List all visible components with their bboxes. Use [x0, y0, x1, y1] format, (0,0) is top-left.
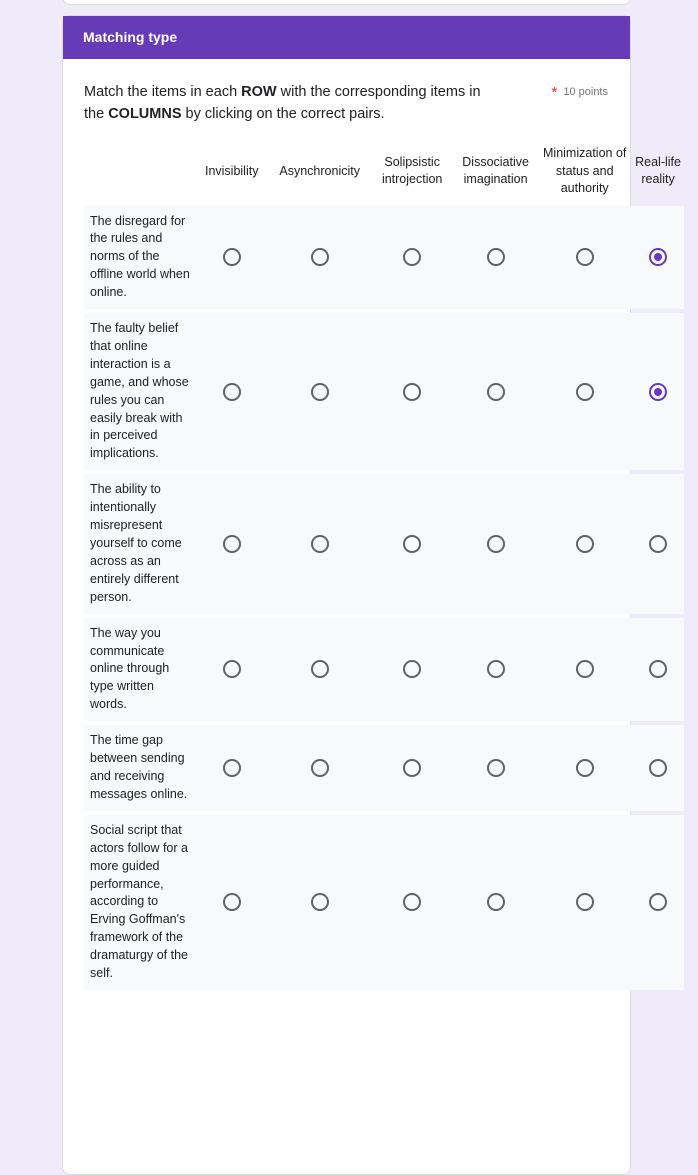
row-label: The ability to intentionally misrepresent yourself to come across as an entirely different person.	[84, 474, 195, 613]
required-asterisk: *	[551, 84, 558, 101]
grid-container	[84, 141, 681, 994]
grid-cell	[195, 815, 269, 990]
grid-cell	[370, 618, 453, 722]
radio-button[interactable]	[576, 383, 594, 401]
radio-button[interactable]	[403, 660, 421, 678]
row-emphasis: ROW	[241, 84, 277, 100]
grid-cell	[537, 313, 632, 470]
grid-cell	[537, 474, 632, 613]
grid-cell	[632, 313, 684, 470]
grid-body	[84, 206, 684, 990]
table-row	[84, 618, 684, 722]
grid-cell	[195, 313, 269, 470]
columns-emphasis: COLUMNS	[108, 106, 182, 122]
table-row	[84, 313, 684, 470]
radio-button[interactable]	[223, 660, 241, 678]
radio-button[interactable]	[311, 383, 329, 401]
grid-cell	[632, 206, 684, 310]
radio-button[interactable]	[649, 383, 667, 401]
radio-button[interactable]	[403, 248, 421, 266]
grid-cell	[454, 815, 537, 990]
grid-cell	[370, 725, 453, 811]
grid-cell	[537, 815, 632, 990]
grid-cell	[537, 206, 632, 310]
radio-button[interactable]	[576, 759, 594, 777]
radio-button[interactable]	[487, 660, 505, 678]
table-row	[84, 725, 684, 811]
radio-button[interactable]	[649, 893, 667, 911]
radio-button[interactable]	[403, 893, 421, 911]
radio-button[interactable]	[311, 893, 329, 911]
table-row	[84, 474, 684, 613]
radio-button[interactable]	[487, 535, 505, 553]
question-grid	[63, 59, 681, 994]
radio-button[interactable]	[487, 893, 505, 911]
row-label: The disregard for the rules and norms of the offline world when online.	[84, 206, 195, 310]
points-label: 10 points	[563, 85, 608, 98]
grid-cell	[537, 725, 632, 811]
grid-cell	[195, 474, 269, 613]
grid-cell	[370, 313, 453, 470]
question-meta	[552, 83, 609, 100]
section-header	[63, 16, 630, 59]
column-header: Asynchronicity	[279, 163, 360, 178]
grid-cell	[454, 725, 537, 811]
grid-cell	[195, 618, 269, 722]
radio-button[interactable]	[223, 759, 241, 777]
grid-cell	[269, 725, 371, 811]
row-label: The way you communicate online through type written words.	[84, 618, 195, 722]
radio-button[interactable]	[311, 759, 329, 777]
column-header-row	[84, 145, 684, 202]
grid-cell	[454, 206, 537, 310]
grid-cell	[370, 206, 453, 310]
grid-cell	[195, 725, 269, 811]
question-title: Match the items in each ROW with the corresponding items in the COLUMNS by clicking on the correct pairs.	[84, 84, 481, 122]
column-header: Invisibility	[204, 163, 259, 178]
radio-button[interactable]	[649, 660, 667, 678]
radio-button[interactable]	[223, 383, 241, 401]
radio-button[interactable]	[311, 535, 329, 553]
grid-cell	[195, 206, 269, 310]
row-label: Social script that actors follow for a more guided performance, according to Erving Goffman's framework of the dramaturgy of the self.	[84, 815, 195, 990]
grid-cell	[454, 474, 537, 613]
row-label: The faulty belief that online interaction is a game, and whose rules you can easily break with in perceived implications.	[84, 313, 195, 470]
grid-cell	[370, 474, 453, 613]
radio-button[interactable]	[649, 759, 667, 777]
table-row	[84, 206, 684, 310]
radio-button[interactable]	[487, 759, 505, 777]
column-header: Minimization of status and authority	[543, 146, 627, 195]
radio-button[interactable]	[649, 248, 667, 266]
section-card	[62, 15, 681, 1175]
grid-cell	[269, 618, 371, 722]
radio-button[interactable]	[487, 248, 505, 266]
radio-button[interactable]	[576, 893, 594, 911]
grid-cell	[454, 618, 537, 722]
radio-button[interactable]	[576, 660, 594, 678]
radio-button[interactable]	[576, 535, 594, 553]
radio-button[interactable]	[223, 248, 241, 266]
radio-button[interactable]	[487, 383, 505, 401]
column-header: Dissociative imagination	[462, 154, 529, 187]
radio-button[interactable]	[403, 535, 421, 553]
radio-button[interactable]	[403, 383, 421, 401]
grid-cell	[269, 206, 371, 310]
radio-button[interactable]	[576, 248, 594, 266]
radio-button[interactable]	[223, 893, 241, 911]
radio-button[interactable]	[311, 660, 329, 678]
corner-cell	[84, 145, 195, 202]
radio-button[interactable]	[649, 535, 667, 553]
choice-grid	[84, 141, 684, 994]
grid-cell	[632, 474, 684, 613]
grid-cell	[537, 618, 632, 722]
column-header: Solipsistic introjection	[381, 154, 443, 187]
previous-question-card	[62, 0, 631, 5]
table-row	[84, 815, 684, 990]
row-label: The time gap between sending and receiving messages online.	[84, 725, 195, 811]
grid-cell	[269, 313, 371, 470]
section-title: Matching type	[83, 29, 178, 45]
column-header: Real-life reality	[635, 154, 681, 187]
grid-cell	[370, 815, 453, 990]
grid-cell	[632, 618, 684, 722]
radio-button[interactable]	[403, 759, 421, 777]
grid-cell	[269, 815, 371, 990]
grid-cell	[632, 815, 684, 990]
grid-cell	[454, 313, 537, 470]
grid-cell	[269, 474, 371, 613]
radio-button[interactable]	[311, 248, 329, 266]
radio-button[interactable]	[223, 535, 241, 553]
grid-cell	[632, 725, 684, 811]
